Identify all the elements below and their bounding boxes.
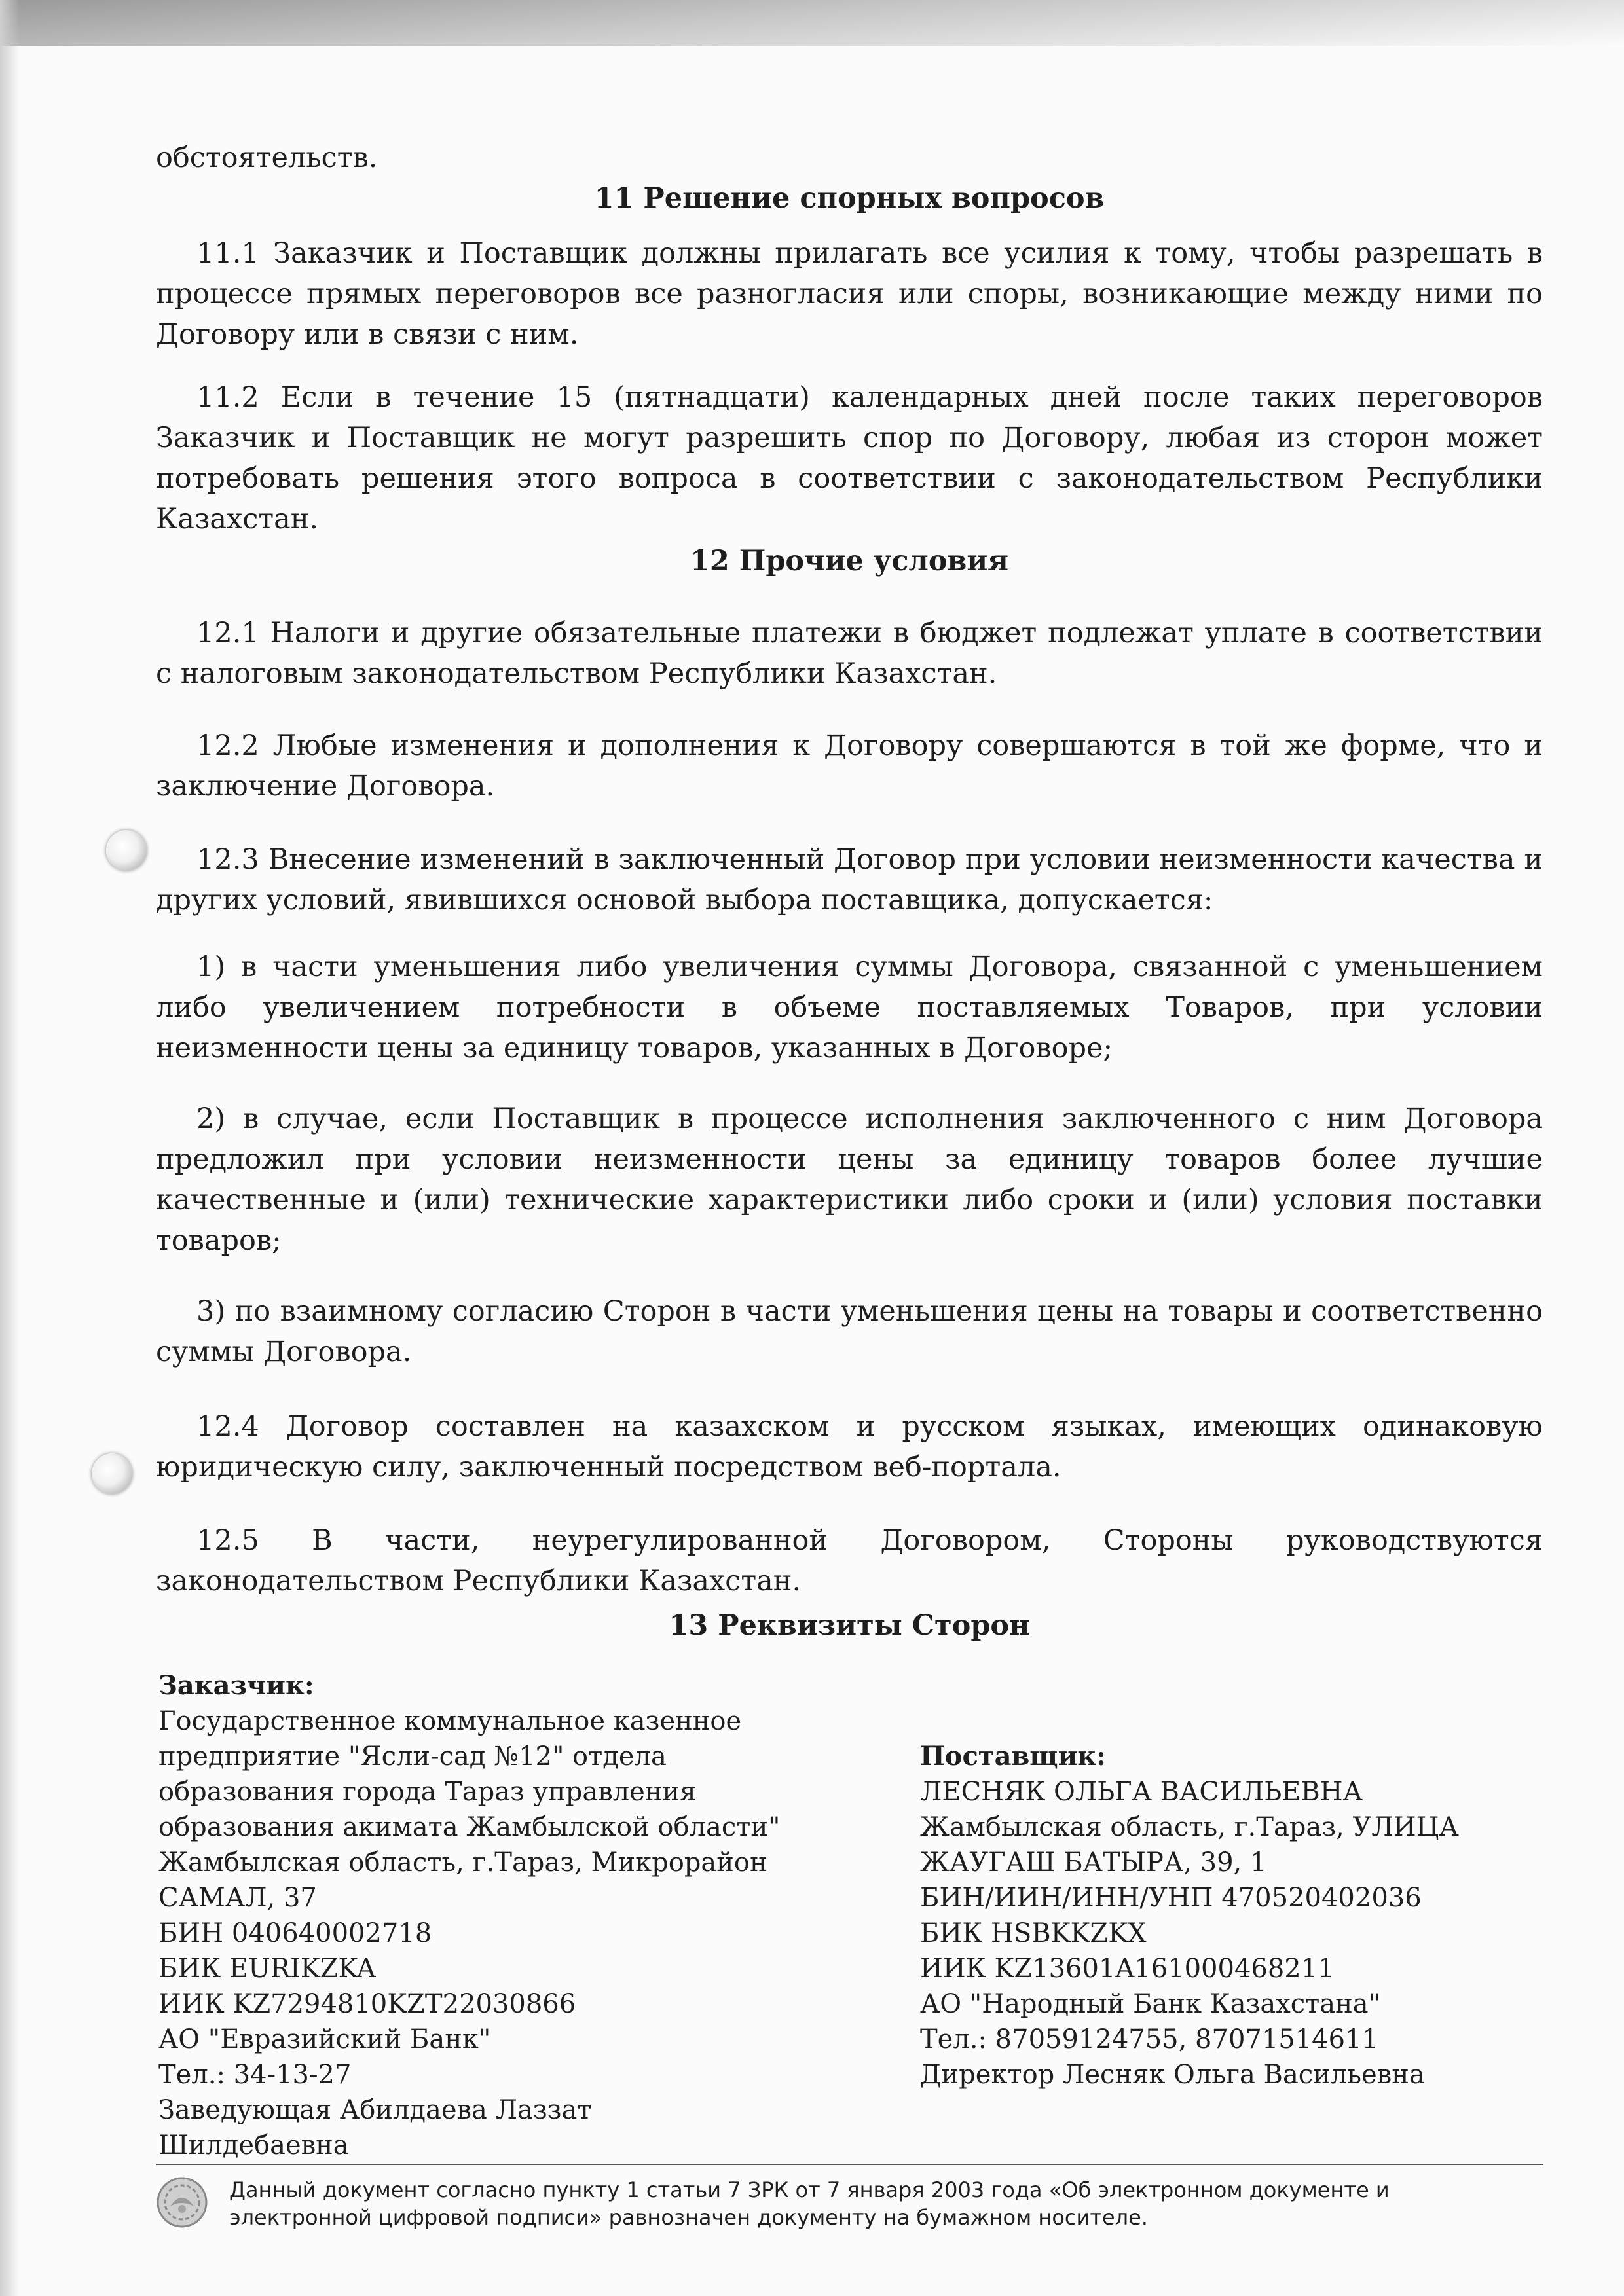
supplier-line: БИН/ИИН/ИНН/УНП 470520402036 (920, 1883, 1422, 1913)
section-11-title: 11 Решение спорных вопросов (594, 182, 1105, 215)
clause-11-2: 11.2 Если в течение 15 (пятнадцати) календарных дней после таких переговоров Заказчик и Поставщик не могут разрешить спор по Договору, любая из сторон может потребовать решения этого вопроса в соответствии с законодательством Республики Казахстан. (156, 381, 1543, 536)
customer-line: Жамбылская область, г.Тараз, Микрорайон (158, 1848, 767, 1878)
intro-fragment: обстоятельств. (156, 141, 378, 174)
scan-shadow (0, 0, 1624, 46)
customer-heading: Заказчик: (158, 1670, 314, 1701)
footer-line-2: электронной цифровой подписи» равнозначен документу на бумажном носителе. (229, 2205, 1148, 2230)
customer-requisites (158, 1668, 879, 2163)
customer-line: Заведующая Абилдаева Лаззат (158, 2095, 592, 2125)
footer-text (229, 2176, 1539, 2231)
customer-line: Тел.: 34-13-27 (158, 2060, 352, 2090)
document-body (156, 137, 1543, 1646)
scan-edge (0, 0, 20, 2296)
supplier-line: Тел.: 87059124755, 87071514611 (920, 2024, 1378, 2054)
supplier-line: ЛЕСНЯК ОЛЬГА ВАСИЛЬЕВНА (920, 1777, 1363, 1807)
footer-notice (156, 2172, 1543, 2230)
clause-12-2: 12.2 Любые изменения и дополнения к Договору совершаются в той же форме, что и заключение Договора. (156, 729, 1543, 803)
footer-line-1: Данный документ согласно пункту 1 статьи 7 ЗРК от 7 января 2003 года «Об электронном документе и (229, 2178, 1390, 2202)
customer-line: ИИК KZ7294810KZT22030866 (158, 1989, 576, 2019)
customer-line: АО "Евразийский Банк" (158, 2024, 491, 2054)
supplier-line: Жамбылская область, г.Тараз, УЛИЦА (920, 1812, 1459, 1842)
clause-12-3-item-3: 3) по взаимному согласию Сторон в части уменьшения цены на товары и соответственно суммы Договора. (156, 1295, 1543, 1368)
section-13-title: 13 Реквизиты Сторон (669, 1609, 1030, 1642)
customer-line: БИН 040640002718 (158, 1918, 432, 1948)
customer-line: БИК EURIKZKA (158, 1954, 376, 1984)
footer-divider (156, 2164, 1543, 2165)
supplier-heading: Поставщик: (920, 1741, 1106, 1772)
supplier-line: ИИК KZ13601A161000468211 (920, 1954, 1335, 1984)
customer-line: Государственное коммунальное казенное (158, 1706, 742, 1736)
e-signature-emblem-icon (156, 2176, 208, 2229)
customer-line: образования акимата Жамбылской области" (158, 1812, 781, 1842)
supplier-requisites (920, 1739, 1542, 2092)
supplier-line: ЖАУГАШ БАТЫРА, 39, 1 (920, 1848, 1267, 1878)
customer-line: предприятие "Ясли-сад №12" отдела (158, 1741, 667, 1772)
clause-12-3: 12.3 Внесение изменений в заключенный Договор при условии неизменности качества и других условий, явившихся основой выбора поставщика, допускается: (156, 843, 1543, 917)
punch-hole-top (106, 830, 147, 871)
clause-12-3-item-1: 1) в части уменьшения либо увеличения суммы Договора, связанной с уменьшением либо увеличением потребности в объеме поставляемых Товаров, при условии неизменности цены за единицу товаров, указанных в Договоре; (156, 951, 1543, 1065)
supplier-line: БИК HSBKKZKX (920, 1918, 1147, 1948)
clause-12-3-item-2: 2) в случае, если Поставщик в процессе исполнения заключенного с ним Договора предложил при условии неизменности цены за единицу товаров более лучшие качественные и (или) технические характеристики либо сроки и (или) условия поставки товаров; (156, 1102, 1543, 1257)
clause-12-1: 12.1 Налоги и другие обязательные платежи в бюджет подлежат уплате в соответствии с налоговым законодательством Республики Казахстан. (156, 617, 1543, 690)
supplier-line: АО "Народный Банк Казахстана" (920, 1989, 1381, 2019)
customer-line: образования города Тараз управления (158, 1777, 697, 1807)
clause-11-1: 11.1 Заказчик и Поставщик должны прилагать все усилия к тому, чтобы разрешать в процессе прямых переговоров все разногласия или споры, возникающие между ними по Договору или в связи с ним. (156, 237, 1543, 351)
clause-12-4: 12.4 Договор составлен на казахском и русском языках, имеющих одинаковую юридическую силу, заключенный посредством веб-портала. (156, 1410, 1543, 1484)
supplier-line: Директор Лесняк Ольга Васильевна (920, 2060, 1425, 2090)
customer-line: САМАЛ, 37 (158, 1883, 317, 1913)
clause-12-5: 12.5 В части, неурегулированной Договором, Стороны руководствуются законодательством Республики Казахстан. (156, 1524, 1543, 1597)
punch-hole-bottom (92, 1453, 132, 1494)
section-12-title: 12 Прочие условия (690, 545, 1009, 577)
customer-line: Шилдебаевна (158, 2130, 349, 2160)
